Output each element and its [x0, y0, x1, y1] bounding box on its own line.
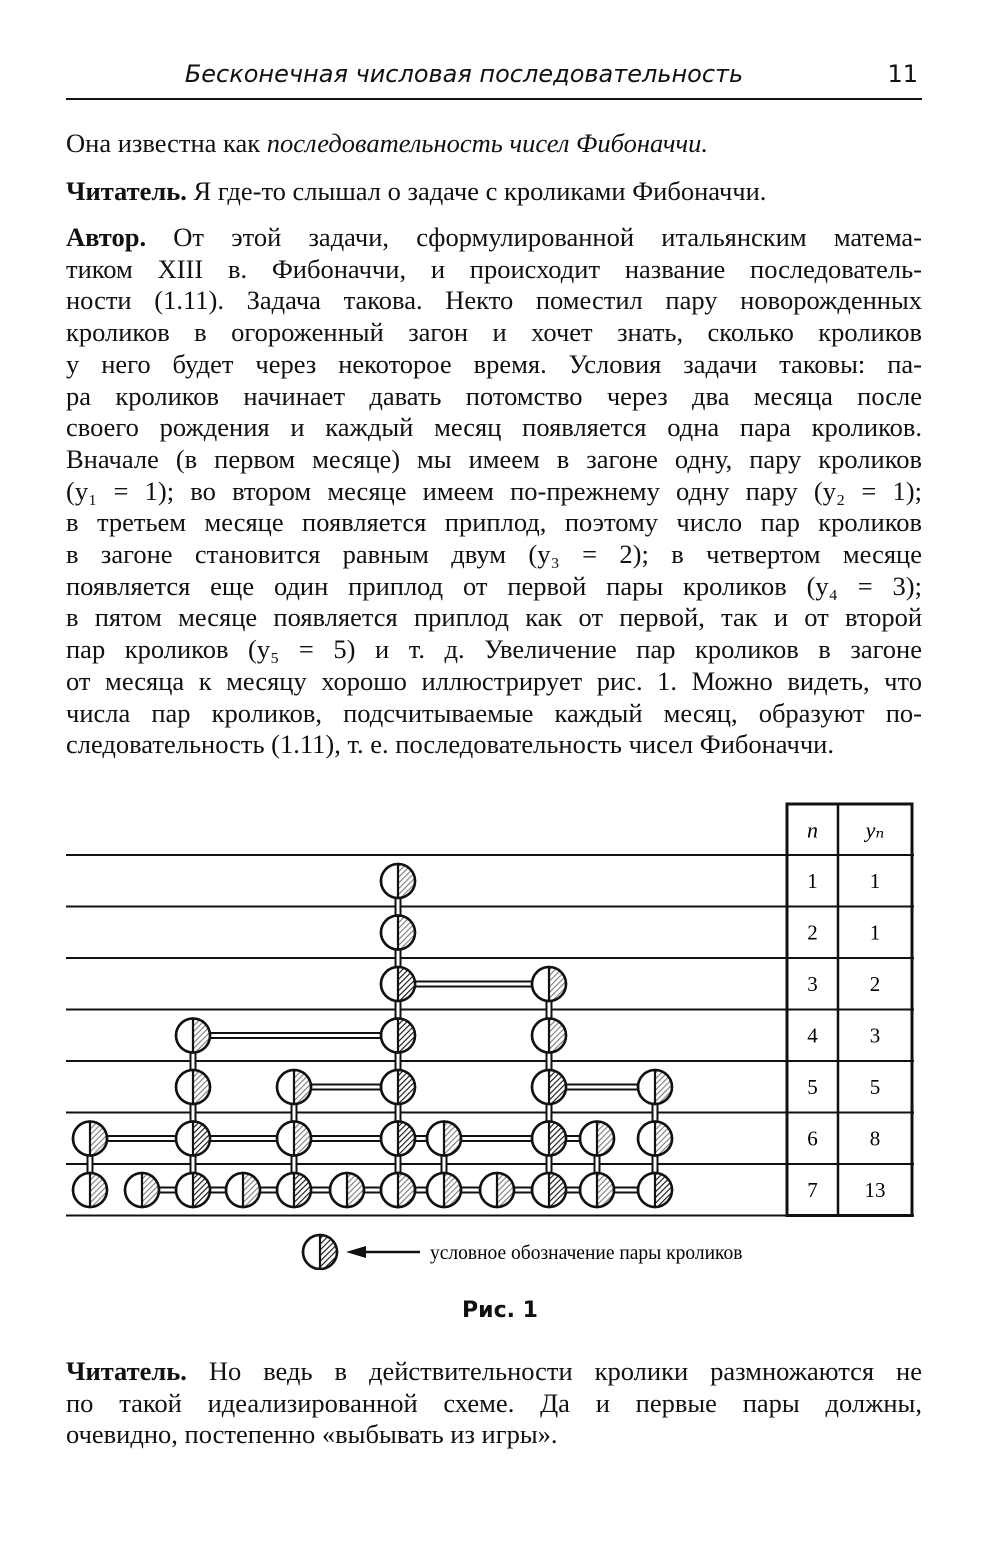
text-line: следовательность (1.11), т. е. последовательность чисел Фибоначчи.: [66, 729, 834, 760]
legend: [303, 1235, 743, 1269]
rabbit-pair-node: [381, 1122, 415, 1156]
text-line: кроликов в огороженный загон и хочет знать, сколько кроликов: [66, 317, 922, 348]
p2-text: Я где-то слышал о задаче с кроликами Фибоначчи.: [186, 176, 767, 206]
rabbit-pair-node: [580, 1173, 614, 1207]
paragraph-reader-1: [66, 176, 922, 208]
text-line: очевидно, постепенно «выбывать из игры».: [66, 1419, 558, 1450]
legend-arrowhead: [346, 1246, 366, 1258]
table-cell-n: 5: [807, 1075, 818, 1099]
legend-pair-icon: [303, 1235, 337, 1269]
text-line: Вначале (в первом месяце) мы имеем в загоне одну, пару кроликов: [66, 443, 922, 474]
table-cell-yn: 1: [869, 920, 881, 945]
rabbit-pair-node: [176, 1070, 210, 1104]
rabbit-pair-node: [73, 1173, 107, 1207]
rabbit-pair-node: [176, 1019, 210, 1053]
rabbit-pair-node: [381, 864, 415, 898]
rabbit-pair-node: [638, 1070, 672, 1104]
text-line: (y₁ = 1); во втором месяце имеем по-прежнему одну пару (y₂ = 1);: [66, 475, 922, 506]
text-line: появляется еще один приплод от первой пары кроликов (y₄ = 3);: [66, 570, 922, 601]
text-line: тиком XIII в. Фибоначчи, и происходит название последователь-: [66, 253, 922, 284]
rabbit-pair-node: [176, 1122, 210, 1156]
table-cell-n: 4: [807, 1023, 818, 1048]
table-cell-n: 6: [807, 1126, 818, 1151]
speaker-label: Читатель.: [66, 176, 187, 206]
rabbit-pair-node: [532, 1019, 566, 1053]
rabbit-pair-node: [381, 1173, 415, 1207]
p1-italic: последовательность чисел Фибоначчи.: [266, 128, 709, 158]
rabbit-pair-node: [226, 1173, 260, 1207]
table-cell-yn: 3: [869, 1023, 881, 1048]
figure-caption: Рис. 1: [462, 1298, 538, 1323]
speaker-label: Автор.: [66, 222, 147, 252]
text-line: пар кроликов (y₅ = 5) и т. д. Увеличение пар кроликов в загоне: [66, 634, 922, 665]
rabbit-pair-node: [277, 1070, 311, 1104]
paragraph-author: [66, 222, 922, 761]
text-line: по такой идеализированной схеме. Да и первые пары должны,: [66, 1387, 922, 1418]
text-line: в загоне становится равным двум (y₃ = 2); в четвертом месяце: [66, 539, 922, 570]
rabbit-pair-node: [480, 1173, 514, 1207]
page-number: 11: [887, 60, 918, 88]
rabbit-pair-node: [532, 1122, 566, 1156]
legend-text: условное обозначение пары кроликов: [430, 1243, 743, 1264]
rabbit-pair-node: [381, 1070, 415, 1104]
text-line: в третьем месяце появляется приплод, поэтому число пар кроликов: [66, 507, 922, 538]
table-cell-yn: 5: [869, 1075, 881, 1099]
speaker-label: Читатель.: [66, 1356, 187, 1386]
table-cell-n: 2: [807, 920, 818, 945]
table-header-n: n: [807, 817, 818, 843]
rabbit-pair-node: [381, 1019, 415, 1053]
text-line: ности (1.11). Задача такова. Некто поместил пару новорожденных: [66, 285, 922, 316]
running-header: [66, 58, 922, 100]
text-line: у него будет через некоторое время. Условия задачи таковы: па-: [66, 348, 922, 379]
table-cell-yn: 2: [869, 972, 881, 996]
rabbit-pair-node: [176, 1173, 210, 1207]
rabbit-pair-node: [381, 916, 415, 950]
table-cell-yn: 13: [864, 1178, 886, 1202]
table-cell-yn: 1: [869, 869, 881, 893]
rabbit-pair-node: [73, 1122, 107, 1156]
p1-text: Она известна как: [66, 128, 267, 158]
rabbit-pair-node: [277, 1122, 311, 1156]
table-cell-n: 3: [807, 972, 818, 996]
table-cell-n: 7: [807, 1178, 818, 1202]
text-line: от месяца к месяцу хорошо иллюстрирует рис. 1. Можно видеть, что: [66, 665, 922, 696]
text-line: в пятом месяце появляется приплод как от первой, так и от второй: [66, 602, 922, 633]
text-line: От этой задачи, сформулированной итальянским матема-: [146, 222, 922, 252]
rabbit-pair-node: [330, 1173, 364, 1207]
text-line: ра кроликов начинает давать потомство через два месяца после: [66, 380, 922, 411]
running-title: Бесконечная числовая последовательность: [184, 60, 744, 88]
paragraph-fibonacci-name: [66, 128, 922, 160]
rabbit-pair-node: [532, 967, 566, 1001]
rabbit-pair-node: [381, 967, 415, 1001]
rabbit-pair-node: [125, 1173, 159, 1207]
text-line: числа пар кроликов, подсчитываемые каждый месяц, образуют по-: [66, 697, 922, 728]
paragraph-reader-2: [66, 1356, 922, 1451]
text-line: своего рождения и каждый месяц появляется одна пара кроликов.: [66, 412, 922, 443]
rabbit-pair-node: [638, 1173, 672, 1207]
rabbit-pair-node: [427, 1122, 461, 1156]
rabbit-pair-node: [532, 1173, 566, 1207]
rabbit-pair-node: [580, 1122, 614, 1156]
rabbit-pair-node: [277, 1173, 311, 1207]
table-header-yn: yₙ: [865, 817, 885, 843]
table-cell-n: 1: [807, 869, 818, 893]
table-cell-yn: 8: [869, 1126, 881, 1151]
text-line: Но ведь в действительности кролики размножаются не: [186, 1356, 922, 1386]
rabbit-pair-node: [427, 1173, 461, 1207]
rabbit-pair-node: [532, 1070, 566, 1104]
rabbit-tree-figure: [0, 800, 1000, 1270]
rabbit-pair-node: [638, 1122, 672, 1156]
